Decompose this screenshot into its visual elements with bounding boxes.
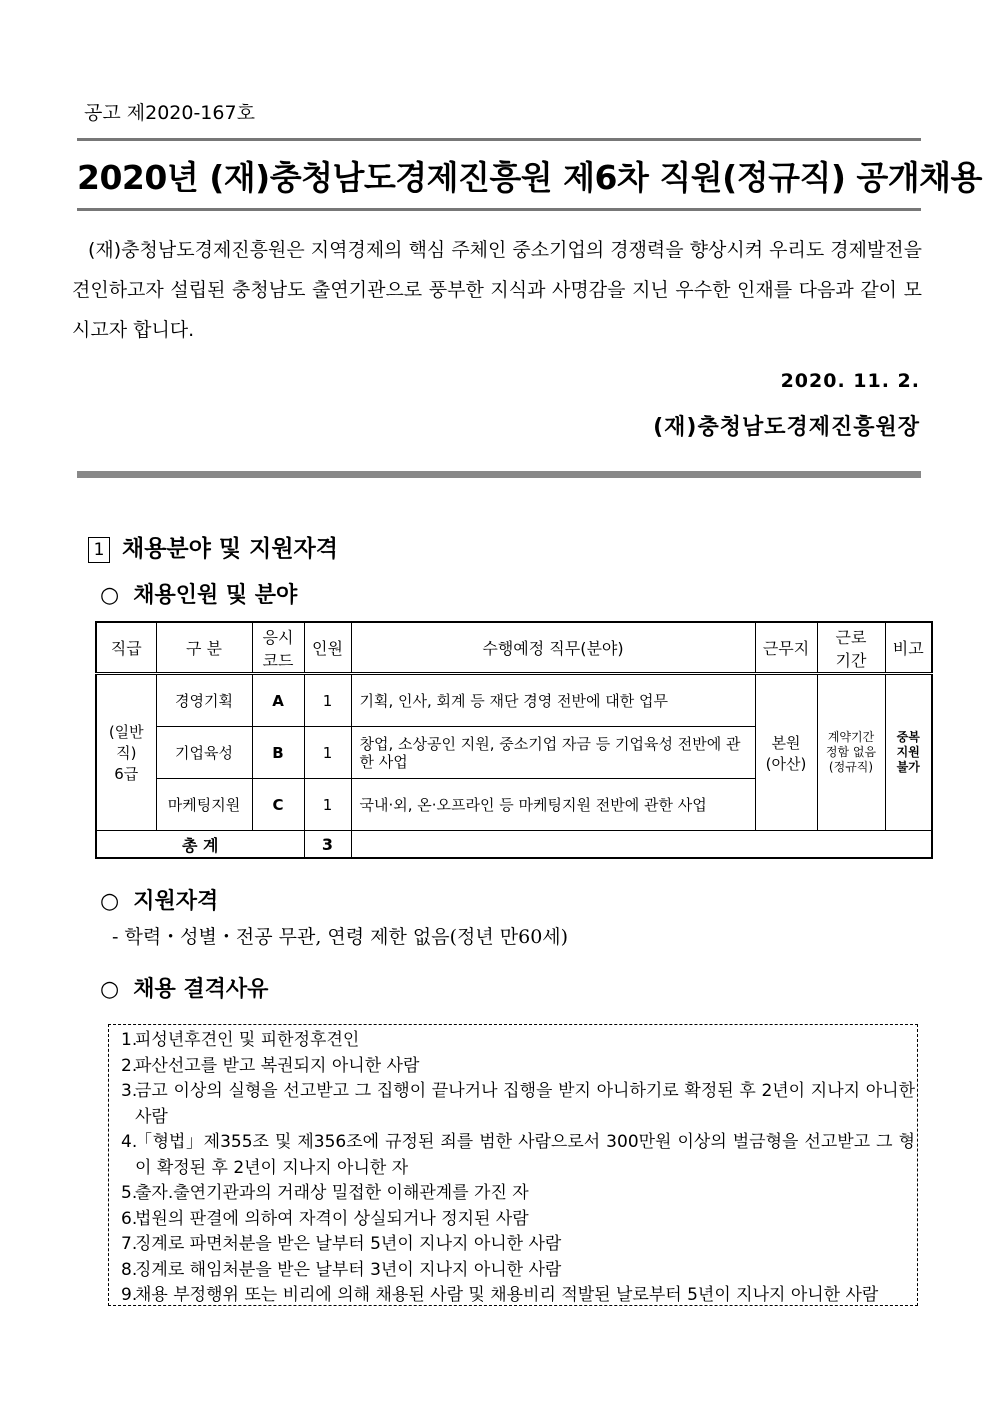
header-code: 응시 코드 [252,622,304,674]
notice-date: 2020. 11. 2. [780,370,920,392]
cell-category: 마케팅지원 [156,779,252,831]
notice-number: 공고 제2020-167호 [84,102,255,124]
header-count: 인원 [304,622,351,674]
subheading-text: 채용인원 및 분야 [133,583,298,608]
cell-count: 1 [304,674,351,727]
section-number-box: 1 [88,537,110,563]
cell-duty: 창업, 소상공인 지원, 중소기업 자금 등 기업육성 전반에 관한 사업 [351,727,755,779]
total-count: 3 [304,831,351,859]
table-row [96,674,932,727]
cell-count: 1 [304,779,351,831]
header-period: 근로 기간 [817,622,885,674]
list-item: 6. 법원의 판결에 의하여 자격이 상실되거나 정지된 사람 [121,1208,529,1229]
circle-bullet-icon: ○ [100,977,120,1002]
list-item: 2. 파산선고를 받고 복권되지 아니한 사람 [121,1055,420,1076]
list-item: 1. 피성년후견인 및 피한정후견인 [121,1030,360,1050]
qualification-text: - 학력・성별・전공 무관, 연령 제한 없음(정년 만60세) [112,926,569,948]
section-title: 채용분야 및 지원자격 [122,536,338,562]
header-bottom-divider [77,471,921,478]
header-location: 근무지 [755,622,817,674]
header-remark: 비고 [885,622,932,674]
disqualification-list [121,1028,917,1309]
top-divider [77,138,921,141]
cell-category: 경영기획 [156,674,252,727]
circle-bullet-icon: ○ [100,583,120,608]
cell-category: 기업육성 [156,727,252,779]
list-item: 4. 「형법」제355조 및 제356조에 규정된 죄를 범한 사람으로서 300만원 이상의 벌금형을 선고받고 그 형이 확정된 후 2년이 지나지 아니한 자 [121,1132,915,1178]
cell-code: C [252,779,304,831]
circle-bullet-icon: ○ [100,889,120,914]
list-item: 7. 징계로 파면처분을 받은 날부터 5년이 지나지 아니한 사람 [121,1234,562,1254]
cell-location: 본원 (아산) [755,674,817,831]
subheading-positions [100,578,297,609]
header-category: 구 분 [156,622,252,674]
cell-duty: 기획, 인사, 회계 등 재단 경영 전반에 대한 업무 [351,674,755,727]
total-empty [351,831,932,859]
header-grade: 직급 [96,622,156,674]
subheading-text: 채용 결격사유 [133,977,269,1002]
cell-code: A [252,674,304,727]
cell-period: 계약기간 정함 없음 (정규직) [817,674,885,831]
cell-grade: (일반직) 6급 [96,674,156,831]
subheading-qualification [100,884,218,915]
title-divider [77,208,921,211]
positions-table [95,621,933,859]
page-title: 2020년 (재)충청남도경제진흥원 제6차 직원(정규직) 공개채용 [77,158,982,197]
list-item: 5. 출자.출연기관과의 거래상 밀접한 이해관계를 가진 자 [121,1183,529,1203]
table-header-row [96,622,932,674]
section-heading-recruitment [88,530,338,563]
disqualification-box [108,1024,918,1306]
subheading-text: 지원자격 [133,889,219,914]
header-duty: 수행예정 직무(분야) [351,622,755,674]
cell-count: 1 [304,727,351,779]
signer: (재)충청남도경제진흥원장 [653,415,920,440]
list-item: 3. 금고 이상의 실형을 선고받고 그 집행이 끝나거나 집행을 받지 아니하기로 확정된 후 2년이 지나지 아니한 사람 [121,1081,915,1127]
list-item: 9. 채용 부정행위 또는 비리에 의해 채용된 사람 및 채용비리 적발된 날로부터 5년이 지나지 아니한 사람 [121,1285,879,1305]
total-label: 총 계 [96,831,304,859]
list-item: 8. 징계로 해임처분을 받은 날부터 3년이 지나지 아니한 사람 [121,1259,562,1280]
cell-remark: 중복 지원 불가 [885,674,932,831]
subheading-disqualification [100,972,268,1003]
cell-duty: 국내·외, 온·오프라인 등 마케팅지원 전반에 관한 사업 [351,779,755,831]
cell-code: B [252,727,304,779]
table-total-row [96,831,932,859]
intro-paragraph: (재)충청남도경제진흥원은 지역경제의 핵심 주체인 중소기업의 경쟁력을 향상시켜 우리도 경제발전을 견인하고자 설립된 충청남도 출연기관으로 풍부한 지식과 사명감을 지닌 우수한 인재를 다음과 같이 모시고자 합니다. [72,239,923,341]
